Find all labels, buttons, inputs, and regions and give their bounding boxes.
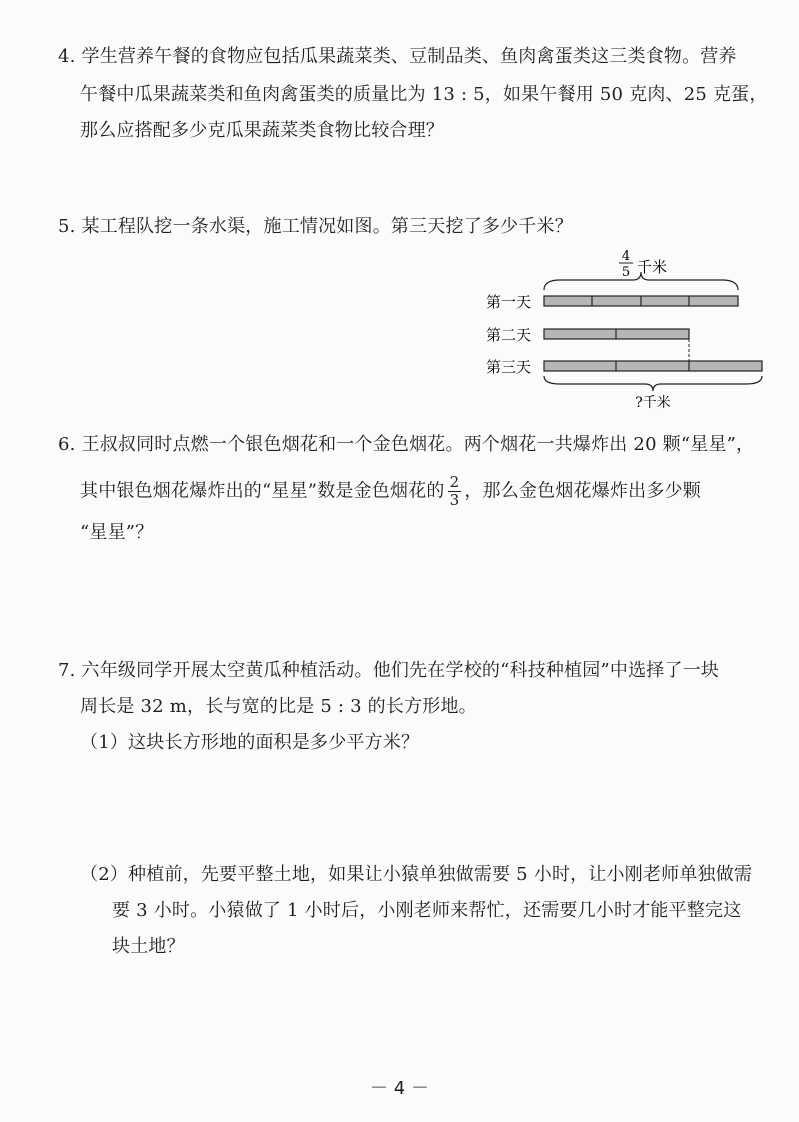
day3-label: 第三天 xyxy=(486,358,532,376)
q6-line-2a: 其中银色烟花爆炸出的“星星”数是金色烟花的 xyxy=(80,480,445,502)
top-fraction-label xyxy=(619,250,667,280)
q6-line-3: “星星”？ xyxy=(80,522,154,543)
q7-sub-2-line-1: （2）种植前，先要平整土地，如果让小猿单独做需要 5 小时，让小刚老师单独做需 xyxy=(80,864,753,885)
q6-line-2 xyxy=(80,474,701,509)
bottom-brace xyxy=(544,376,762,391)
q7-sub-2-line-3: 块土地？ xyxy=(112,936,185,957)
q7-line-1: 7. 六年级同学开展太空黄瓜种植活动。他们先在学校的“科技种植园”中选择了一块 xyxy=(58,660,720,681)
day2-label: 第二天 xyxy=(486,326,532,344)
top-frac-den: 5 xyxy=(621,265,631,280)
day1-label: 第一天 xyxy=(486,293,532,311)
q4-line-1: 4. 学生营养午餐的食物应包括瓜果蔬菜类、豆制品类、鱼肉禽蛋类这三类食物。营养 xyxy=(58,46,737,67)
q5-bar-diagram xyxy=(470,250,770,410)
q5-text: 5. 某工程队挖一条水渠，施工情况如图。第三天挖了多少千米？ xyxy=(58,216,573,237)
top-frac-num: 4 xyxy=(621,250,631,264)
q7-sub-2-line-2: 要 3 小时。小猿做了 1 小时后，小刚老师来帮忙，还需要几小时才能平整完这 xyxy=(112,900,742,921)
q6-line-2b: ，那么金色烟花爆炸出多少颗 xyxy=(464,480,701,502)
q7-sub-1: （1）这块长方形地的面积是多少平方米？ xyxy=(80,732,420,753)
bottom-label: ?千米 xyxy=(635,395,671,410)
q6-frac-num: 2 xyxy=(449,473,460,491)
q6-fraction xyxy=(448,474,462,509)
q4-line-2: 午餐中瓜果蔬菜类和鱼肉禽蛋类的质量比为 13 : 5，如果午餐用 50 克肉、25 克蛋， xyxy=(80,84,768,105)
q7-line-2: 周长是 32 m，长与宽的比是 5 : 3 的长方形地。 xyxy=(80,696,477,717)
q6-line-1: 6. 王叔叔同时点燃一个银色烟花和一个金色烟花。两个烟花一共爆炸出 20 颗“星星”， xyxy=(58,434,755,455)
top-unit: 千米 xyxy=(637,258,668,276)
q6-frac-den: 3 xyxy=(449,491,460,509)
page-number: － 4 － xyxy=(370,1078,429,1099)
day3-bar xyxy=(544,361,762,371)
q4-line-3: 那么应搭配多少克瓜果蔬菜类食物比较合理？ xyxy=(80,120,444,141)
